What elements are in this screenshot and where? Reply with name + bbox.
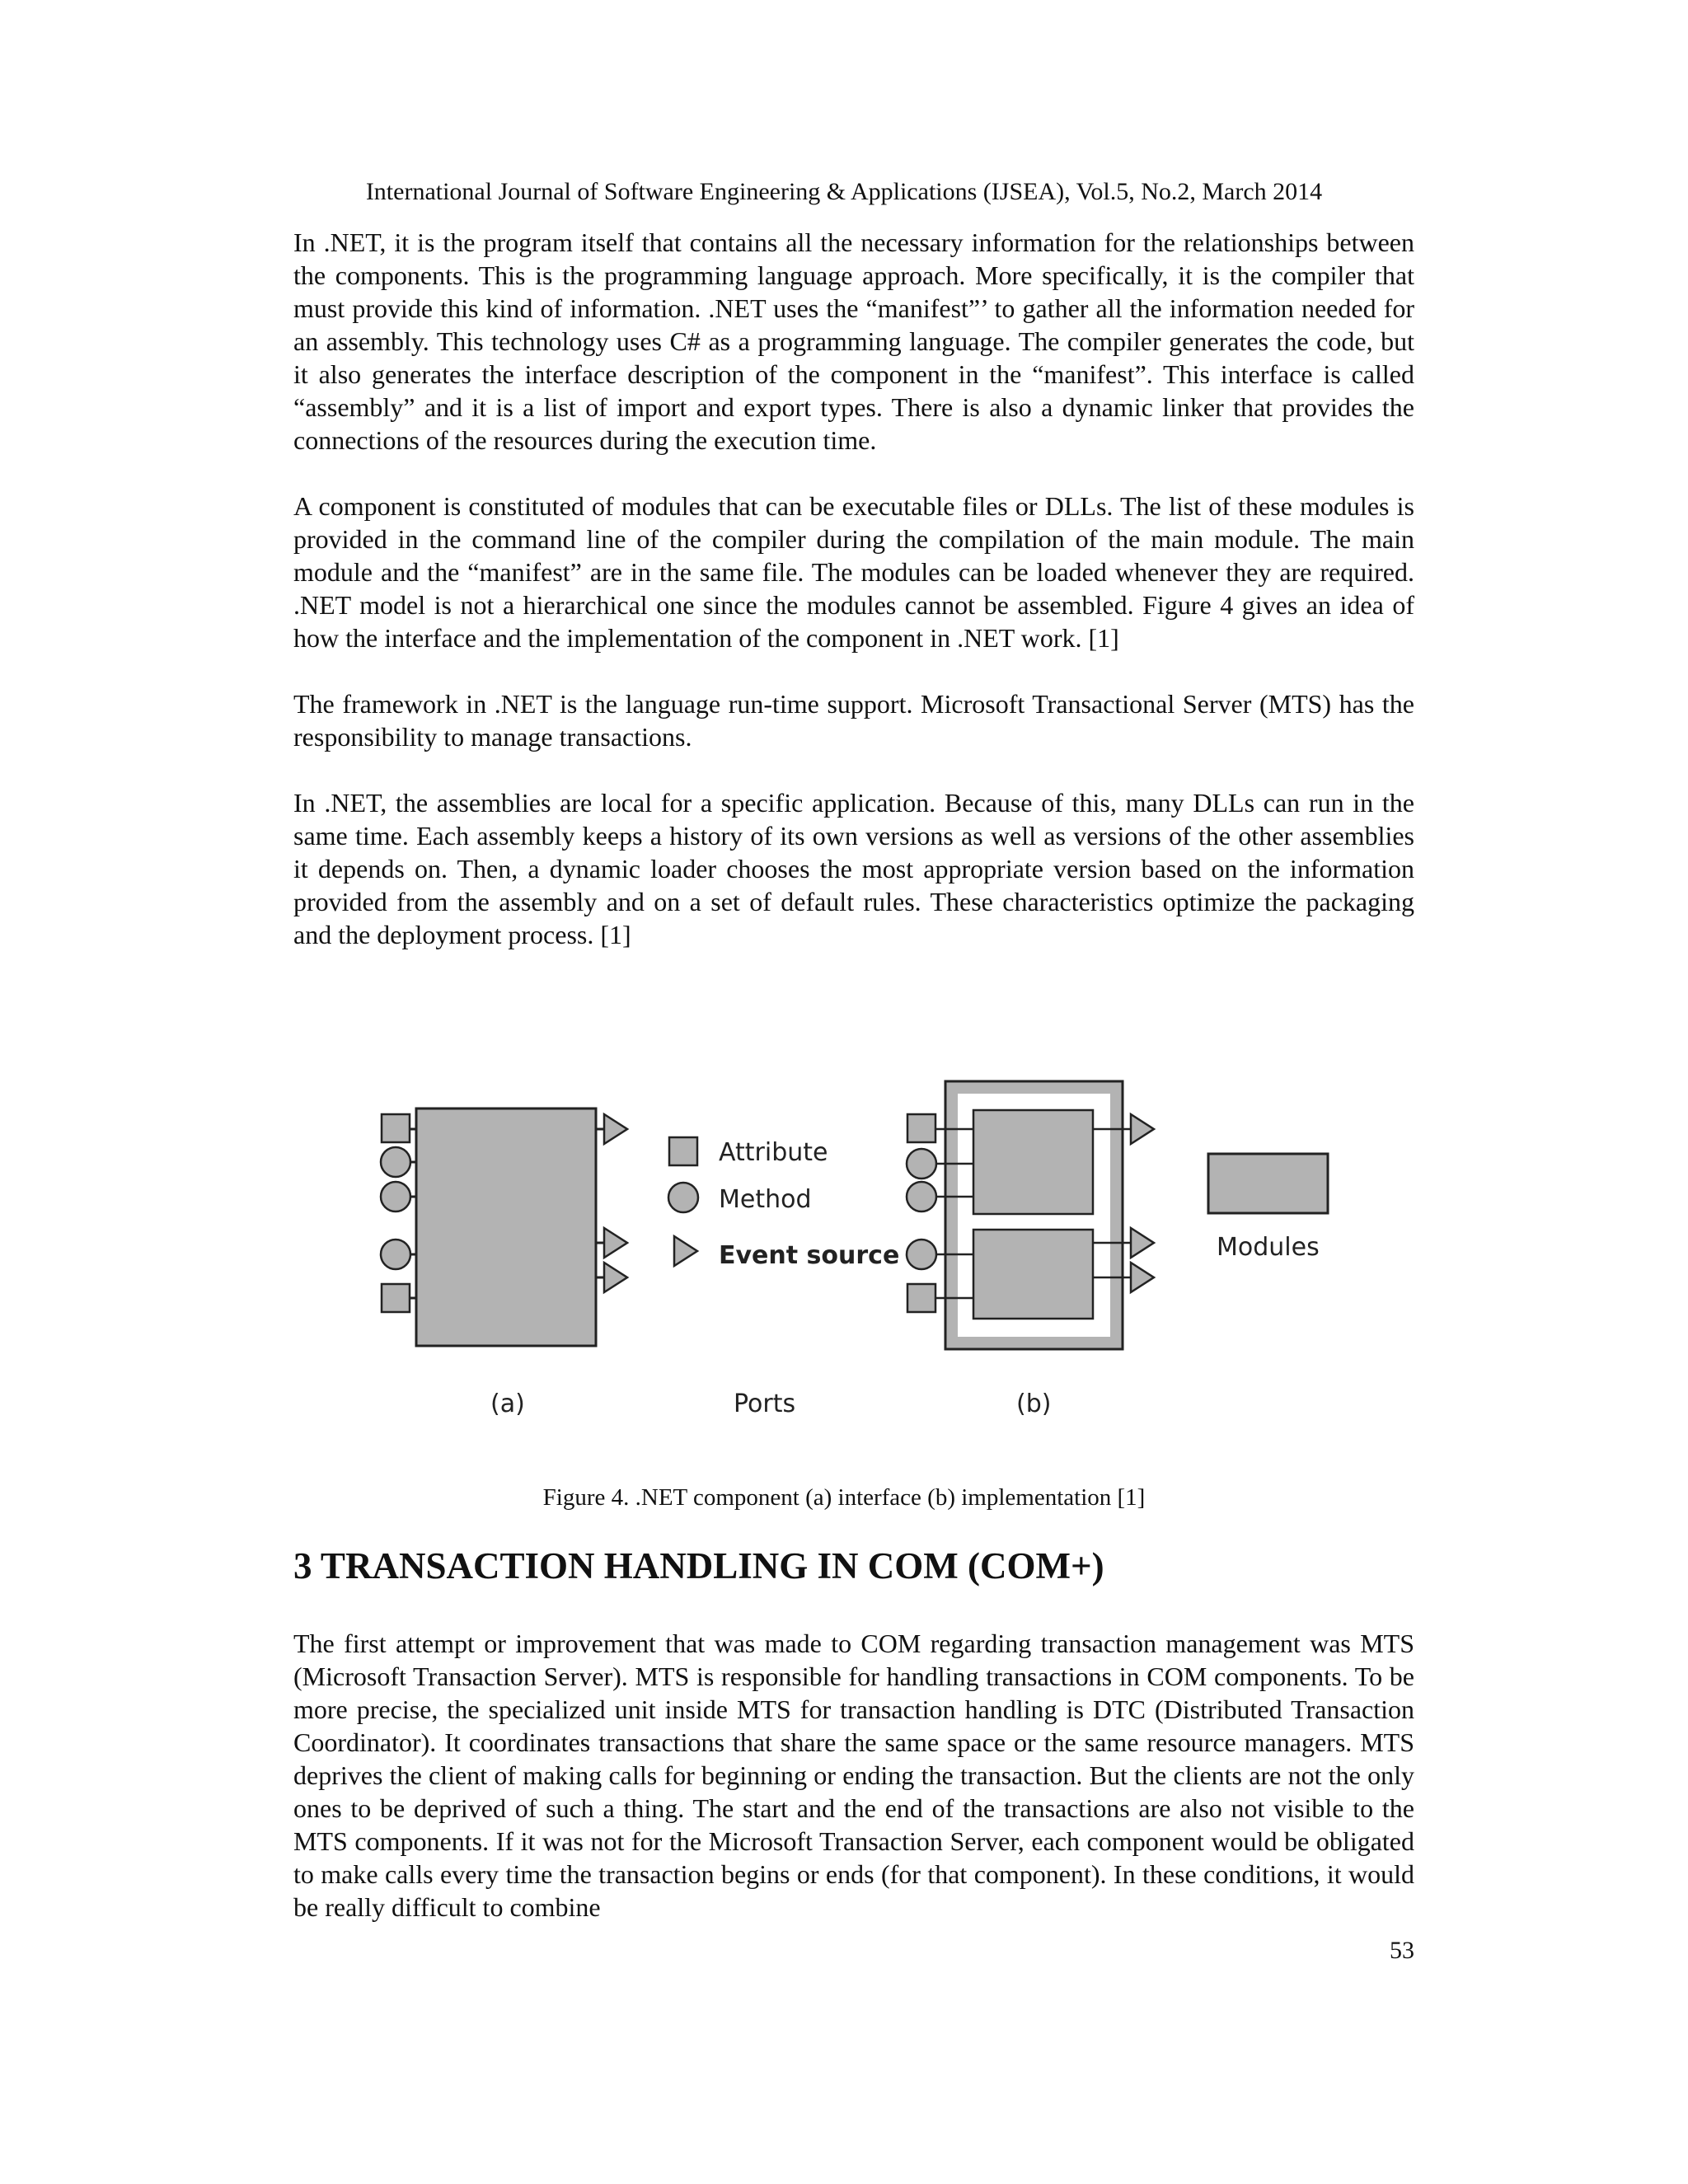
event-source-port [1131, 1263, 1154, 1292]
method-port [907, 1240, 936, 1269]
event-source-icon [674, 1236, 697, 1266]
inner-module [973, 1230, 1093, 1319]
label-a: (a) [490, 1390, 525, 1418]
label-ports: Ports [734, 1390, 796, 1418]
implementation-component [907, 1081, 1154, 1349]
attribute-icon [669, 1137, 697, 1165]
event-source-port [604, 1228, 627, 1258]
section-heading: 3 TRANSACTION HANDLING IN COM (COM+) [293, 1545, 1104, 1586]
ports-legend [668, 1137, 899, 1270]
figure-4 [363, 1063, 1352, 1451]
event-source-port [604, 1114, 627, 1144]
attribute-port [382, 1114, 410, 1142]
paragraph: In .NET, it is the program itself that contains all the necessary information for the relationships between the components. This is the programming language approach. More specifically, it is the compiler that must provide this kind of information. .NET uses the “manifest”’ to gather all the information needed for an assembly. This technology uses C# as a programming language. The compiler generates the code, but it also generates the interface description of the component in the “manifest”. This interface is called “assembly” and it is a list of import and export types. There is also a dynamic linker that provides the connections of the resources during the execution time. [293, 227, 1414, 455]
label-b: (b) [1016, 1390, 1052, 1418]
method-port [907, 1182, 936, 1212]
method-port [907, 1149, 936, 1179]
method-icon [668, 1183, 698, 1212]
module-icon [1208, 1154, 1328, 1213]
event-source-port [604, 1263, 627, 1292]
method-port [381, 1147, 410, 1177]
method-port [381, 1240, 410, 1269]
legend-attribute: Attribute [719, 1138, 828, 1167]
figure-caption: Figure 4. .NET component (a) interface (b) implementation [1] [542, 1484, 1146, 1511]
page-number: 53 [1390, 1937, 1414, 1964]
section-body [293, 1627, 1414, 1957]
attribute-port [907, 1284, 935, 1312]
attribute-port [382, 1284, 410, 1312]
attribute-port [907, 1114, 935, 1142]
event-source-port [1131, 1114, 1154, 1144]
component-box [416, 1108, 596, 1346]
event-source-port [1131, 1228, 1154, 1258]
paragraph: In .NET, the assemblies are local for a specific application. Because of this, many DLLs can run in the same time. Each assembly keeps a history of its own versions as well as versions of the other assemblies it depends on. Then, a dynamic loader chooses the most appropriate version based on the information provided from the assembly and on a set of default rules. These characteristics optimize the packaging and the deployment process. [1] [293, 788, 1414, 949]
component-diagram [363, 1063, 1352, 1451]
interface-component [381, 1108, 627, 1346]
legend-event-source: Event source [719, 1241, 900, 1270]
inner-module [973, 1110, 1093, 1214]
legend-method: Method [719, 1185, 812, 1214]
modules-label: Modules [1217, 1233, 1320, 1262]
paragraph: The framework in .NET is the language run-time support. Microsoft Transactional Server (MTS) has the responsibility to manage transactions. [293, 689, 1414, 752]
body-text [293, 226, 1414, 984]
method-port [381, 1182, 410, 1212]
paragraph: The first attempt or improvement that was made to COM regarding transaction management was MTS (Microsoft Transaction Server). MTS is responsible for handling transactions in COM components. To be more precise, the specialized unit inside MTS for transaction handling is DTC (Distributed Transaction Coordinator). It coordinates transactions that share the same space or the same resource managers. MTS deprives the client of making calls for beginning or ending the transaction. But the clients are not the only ones to be deprived of such a thing. The start and the end of the transactions are also not visible to the MTS components. If it was not for the Microsoft Transaction Server, each component would be obligated to make calls every time the transaction begins or ends (for that component). In these conditions, it would be really difficult to combine [293, 1629, 1414, 1922]
paragraph: A component is constituted of modules that can be executable files or DLLs. The list of these modules is provided in the command line of the compiler during the compilation of the main module. The main module and the “manifest” are in the same file. The modules can be loaded whenever they are required. .NET model is not a hierarchical one since the modules cannot be assembled. Figure 4 gives an idea of how the interface and the implementation of the component in .NET work. [1] [293, 491, 1414, 653]
running-header: International Journal of Software Engineering & Applications (IJSEA), Vol.5, No.2, March 2014 [365, 178, 1323, 205]
